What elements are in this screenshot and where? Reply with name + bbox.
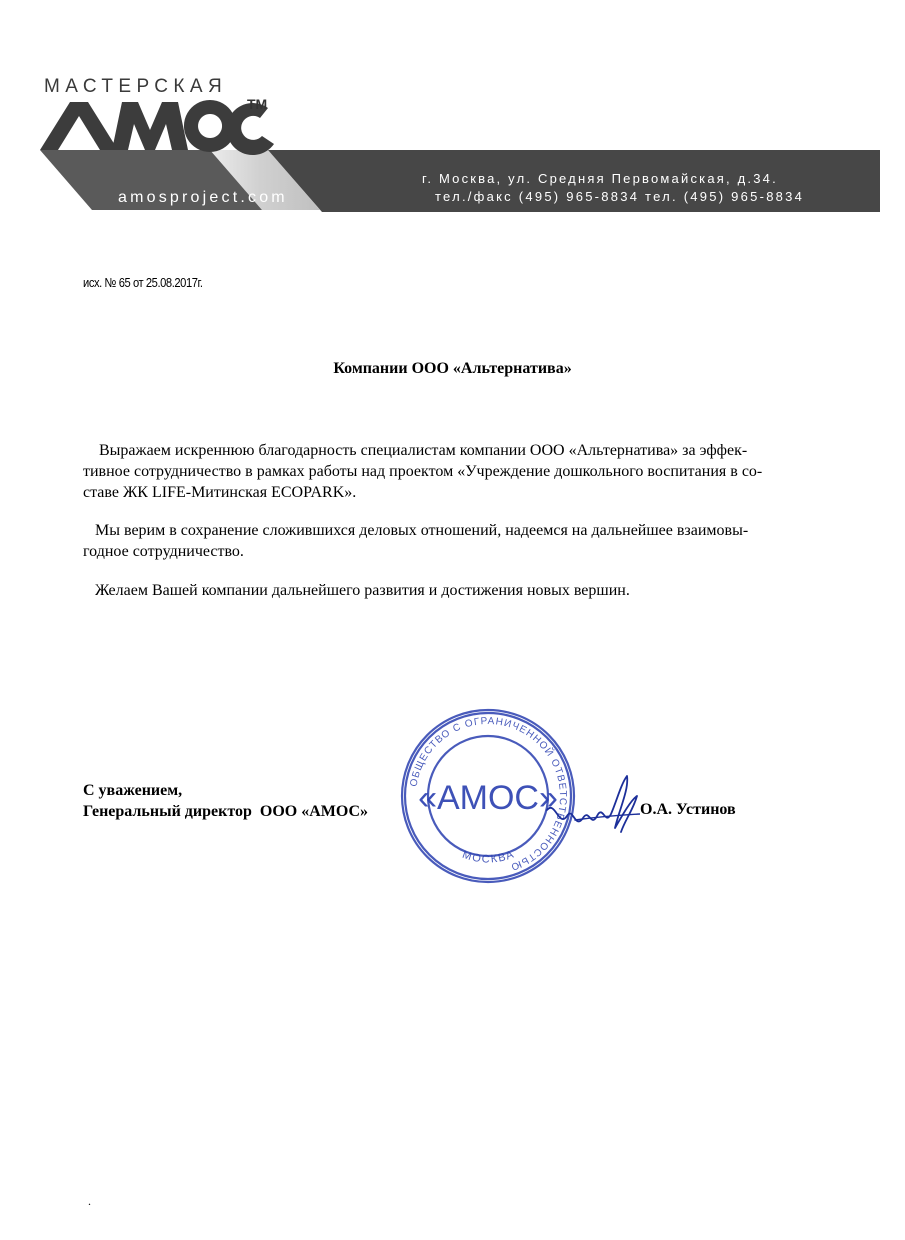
bottom-mark: . [88,1194,91,1208]
address-line: г. Москва, ул. Средняя Первомайская, д.34. [422,171,778,186]
trademark-mark: TM [247,96,268,112]
paragraph-line: годное сотрудничество. [83,543,244,560]
phone-line: тел./факс (495) 965-8834 тел. (495) 965-8834 [435,189,805,204]
outgoing-reference: исх. № 65 от 25.08.2017г. [83,275,203,290]
paragraph-gratitude [83,440,828,503]
handwritten-signature [545,770,640,840]
stamp-city-text: МОСКВА [460,848,517,866]
website-text: amosproject.com [118,189,288,206]
stamp-center-text: «АМОС» [418,779,558,817]
closing-regards: С уважением, [83,782,183,799]
paragraph-line: Выражаем искреннюю благодарность специалистам компании ООО «Альтернатива» за эффек- [83,442,748,459]
svg-text:МОСКВА [461,848,517,865]
logo-amoc [40,100,274,155]
paragraph-line: Желаем Вашей компании дальнейшего развития и достижения новых вершин. [83,582,630,599]
paragraph-relations [83,520,828,562]
closing-block [83,780,368,822]
paragraph-line: тивное сотрудничество в рамках работы над проектом «Учреждение дошкольного воспитания в со- [83,463,763,480]
recipient-heading: Компании ООО «Альтернатива» [333,360,572,377]
paragraph-line: ставе ЖК LIFE-Митинская ECOPARK». [83,484,357,501]
paragraph-line: Мы верим в сохранение сложившихся деловых отношений, надеемся на дальнейшее взаимовы- [83,522,749,539]
closing-position: Генеральный директор ООО «АМОС» [83,803,369,820]
brand-subtitle: МАСТЕРСКАЯ [44,76,228,97]
paragraph-wishes [83,580,828,601]
letterhead [0,0,905,240]
signatory-name: О.А. Устинов [640,801,736,818]
stamp-ring-text: ОБЩЕСТВО С ОГРАНИЧЕННОЙ ОТВЕТСТВЕННОСТЬЮ [408,715,569,873]
